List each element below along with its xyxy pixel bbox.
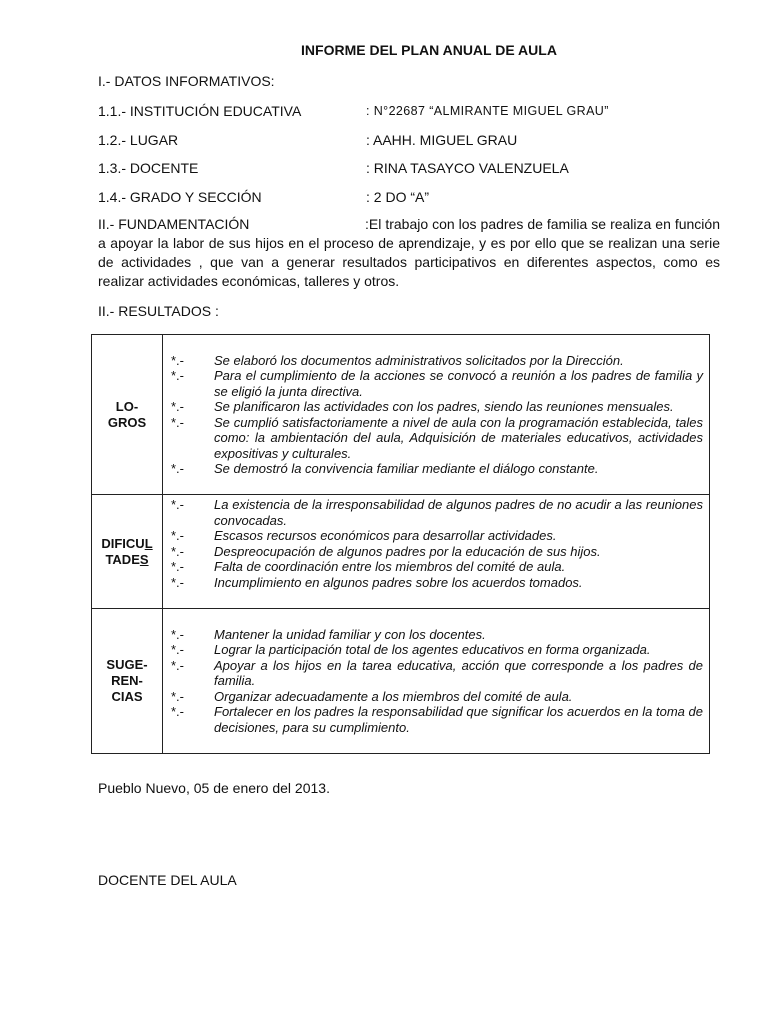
list-item: *.- Mantener la unidad familiar y con los docentes. [171, 626, 486, 642]
row-docente [98, 160, 569, 176]
grado-value: : 2 DO “A” [366, 189, 430, 205]
list-item: *.- Escasos recursos económicos para desarrollar actividades. [171, 528, 557, 543]
list-item: *.- Apoyar a los hijos en la tarea educativa, acción que corresponde a los padres de familia. [171, 657, 703, 689]
section-resultados: II.- RESULTADOS : [98, 303, 219, 319]
institucion-value: : N°22687 “ALMIRANTE MIGUEL GRAU” [366, 104, 609, 118]
list-item: *.- Falta de coordinación entre los miembros del comité de aula. [171, 559, 566, 574]
logros-items [163, 335, 710, 495]
list-item: *.- Se planificaron las actividades con los padres, siendo las reuniones mensuales. [171, 399, 674, 414]
docente-label: 1.3.- DOCENTE [98, 160, 199, 176]
fundamentacion-paragraph [98, 215, 720, 291]
document-title: INFORME DEL PLAN ANUAL DE AULA [301, 42, 557, 58]
dificultades-label: DIFICUL TADES [92, 495, 163, 609]
list-item: *.- La existencia de la irresponsabilidad de algunos padres de no acudir a las reuniones convocadas. [171, 497, 703, 528]
row-dificultades [92, 495, 710, 609]
list-item: *.- Incumplimiento en algunos padres sobre los acuerdos tomados. [171, 574, 583, 590]
list-item: *.- Para el cumplimiento de la acciones se convocó a reunión a los padres de familia y se eligió la junta directiva. [171, 368, 703, 399]
row-sugerencias [92, 609, 710, 754]
sugerencias-label: SUGE- REN- CIAS [92, 609, 163, 754]
fundamentacion-text: :El trabajo con los padres de familia se realiza en función a apoyar la labor de sus hijos en el proceso de aprendizaje, y es por ello que se realizan una serie de actividades , que van a generar resultados participativos en diferentes aspectos, como es realizar actividades económicas, talleres y otros. [98, 216, 720, 289]
list-item: *.- Despreocupación de algunos padres por la educación de sus hijos. [171, 543, 601, 559]
section-datos-informativos: I.- DATOS INFORMATIVOS: [98, 73, 275, 89]
list-item: *.- Lograr la participación total de los agentes educativos en forma organizada. [171, 642, 651, 658]
institucion-label: 1.1.- INSTITUCIÓN EDUCATIVA [98, 103, 302, 119]
row-lugar [98, 132, 518, 148]
lugar-label: 1.2.- LUGAR [98, 132, 179, 148]
list-item: *.- Se cumplió satisfactoriamente a nivel de aula con la programación establecida, tales como: la ambientación del aula, Adquisición de materiales educativos, actividades expositivas y culturales. [171, 414, 703, 461]
firma-line: DOCENTE DEL AULA [98, 872, 237, 888]
fecha-line: Pueblo Nuevo, 05 de enero del 2013. [98, 780, 330, 796]
list-item: *.- Fortalecer en los padres la responsabilidad que significar los acuerdos en la toma de decisiones, para su cumplimiento. [171, 704, 703, 735]
dificultades-items [163, 495, 710, 609]
docente-value: : RINA TASAYCO VALENZUELA [366, 160, 569, 176]
results-table [91, 334, 710, 754]
grado-label: 1.4.- GRADO Y SECCIÓN [98, 189, 262, 205]
list-item: *.- Se demostró la convivencia familiar mediante el diálogo constante. [171, 461, 599, 476]
logros-label: LO- GROS [92, 335, 163, 495]
row-logros [92, 335, 710, 495]
fundamentacion-label: II.- FUNDAMENTACIÓN [98, 216, 250, 232]
list-item: *.- Organizar adecuadamente a los miembros del comité de aula. [171, 688, 573, 704]
list-item: *.- Se elaboró los documentos administrativos solicitados por la Dirección. [171, 352, 624, 368]
row-institucion [98, 103, 609, 119]
row-grado [98, 189, 430, 205]
lugar-value: : AAHH. MIGUEL GRAU [366, 132, 518, 148]
sugerencias-items [163, 609, 710, 754]
